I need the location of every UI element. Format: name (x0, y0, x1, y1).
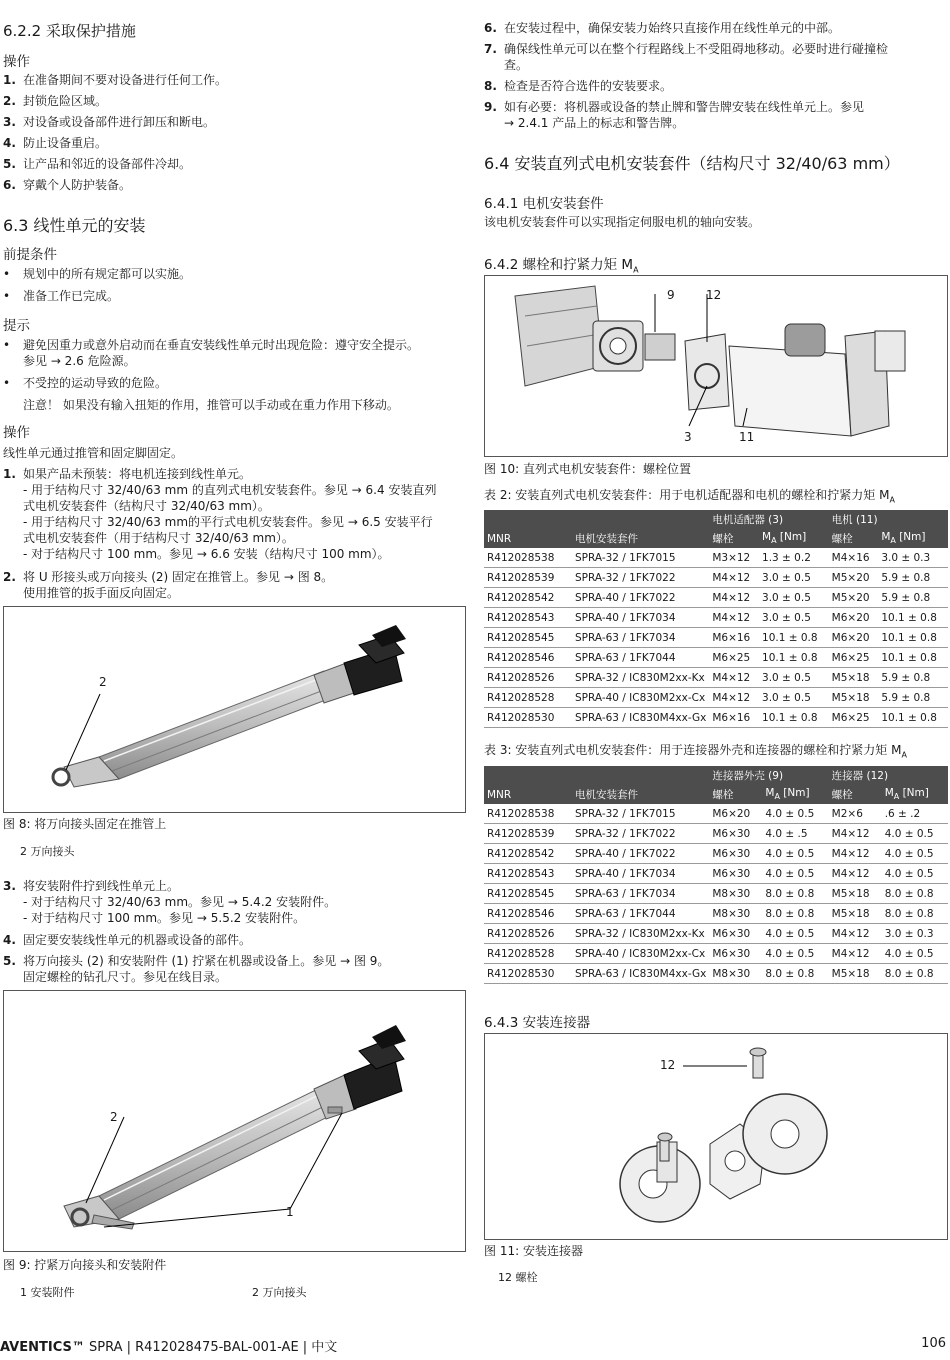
figure-10-callout-3: 3 (684, 430, 692, 444)
step-item (3, 114, 463, 135)
table-cell: M5×18 (831, 887, 870, 900)
prerequisite-item: 规划中的所有规定都可以实施。 (23, 267, 192, 281)
step-number: 2. (3, 94, 16, 108)
table-row (484, 588, 948, 608)
section-6-2-2-title: 6.2.2 采取保护措施 (3, 22, 136, 40)
column-header: 电机安装套件 (575, 789, 638, 801)
section-6-4-title: 6.4 安装直列式电机安装套件（结构尺寸 32/40/63 mm） (484, 154, 900, 173)
table-cell: 10.1 ± 0.8 (881, 611, 937, 624)
brand-name: AVENTICS™ (0, 1340, 85, 1355)
table-cell: 3.0 ± 0.3 (881, 551, 931, 564)
table-cell: M4×16 (831, 551, 870, 564)
step-item (484, 78, 950, 94)
step-5-text: 将万向接头 (2) 和安装附件 (1) 拧紧在机器或设备上。参见 → 图 9。 (23, 954, 390, 968)
hint-text: 避免因重力或意外启动而在垂直安装线性单元时出现危险：遵守安全提示。 (23, 338, 420, 352)
column-header: 螺栓 (831, 533, 853, 545)
table-cell: 3.0 ± 0.5 (762, 691, 811, 704)
column-header: $M_A$ [Nm] (762, 531, 807, 546)
table-row (484, 548, 948, 568)
motor-kit-exploded-illustration (485, 276, 947, 456)
table-cell: 4.0 ± 0.5 (884, 867, 934, 880)
column-header: $M_A$ [Nm] (881, 531, 926, 546)
step-item (484, 41, 950, 73)
table-cell: SPRA-63 / 1FK7034 (575, 631, 676, 644)
table-cell: M4×12 (712, 591, 751, 604)
operation-heading-2: 操作 (3, 425, 30, 441)
figure-8-image (3, 606, 466, 813)
section-6-4-3-title: 6.4.3 安装连接器 (484, 1015, 591, 1031)
table-cell: 1.3 ± 0.2 (762, 551, 811, 564)
table-cell: R412028530 (487, 711, 555, 724)
table-row (484, 608, 948, 628)
figure-11-image (484, 1033, 948, 1240)
column-header: $M_A$ [Nm] (765, 787, 810, 802)
table-cell: 4.0 ± 0.5 (765, 867, 815, 880)
table-cell: M6×20 (712, 807, 751, 820)
step-number: 8. (484, 79, 497, 93)
table-row (484, 648, 948, 668)
step-1-line: 式电机安装套件（结构尺寸 32/40/63 mm）。 (23, 499, 270, 513)
step-item (3, 93, 463, 114)
table-cell: M4×12 (712, 691, 751, 704)
table-cell: 4.0 ± 0.5 (765, 807, 815, 820)
table-cell: 4.0 ± 0.5 (884, 947, 934, 960)
prerequisites-list: • 规划中的所有规定都可以实施。 • 准备工作已完成。 (3, 267, 192, 303)
operation-intro: 线性单元通过推管和固定脚固定。 (3, 446, 184, 460)
table-cell: M6×20 (831, 611, 870, 624)
step-item (484, 99, 950, 131)
figure-11-callout-12: 12 (660, 1058, 676, 1072)
step-text-continued: → 2.4.1 产品上的标志和警告牌。 (504, 116, 685, 130)
table-row (484, 944, 948, 964)
figure-9-image (3, 990, 466, 1252)
table-cell: 10.1 ± 0.8 (762, 711, 818, 724)
step-text: 确保线性单元可以在整个行程路线上不受阻碍地移动。必要时进行碰撞检 (504, 42, 889, 56)
step-text: 检查是否符合选件的安装要求。 (504, 79, 673, 93)
table-3-caption-text: 表 3: 安装直列式电机安装套件：用于连接器外壳和连接器的螺栓和拧紧力矩 M (484, 743, 902, 757)
figure-10-caption: 图 10: 直列式电机安装套件：螺栓位置 (484, 462, 691, 476)
table-cell: 4.0 ± 0.5 (765, 927, 815, 940)
document-reference: SPRA | R412028475-BAL-001-AE | 中文 (84, 1340, 338, 1355)
table-cell: 3.0 ± 0.5 (762, 591, 811, 604)
table-cell: SPRA-40 / 1FK7022 (575, 591, 676, 604)
step-1-line: - 对于结构尺寸 100 mm。参见 → 6.6 安装（结构尺寸 100 mm）。 (23, 547, 390, 561)
column-group-header: 电机 (11) (831, 514, 878, 526)
table-cell: SPRA-40 / 1FK7034 (575, 867, 676, 880)
figure-9-callout-1: 1 (286, 1205, 294, 1219)
table-cell: 8.0 ± 0.8 (765, 887, 815, 900)
table-cell: M2×6 (831, 807, 863, 820)
table-cell: R412028538 (487, 807, 555, 820)
table-cell: SPRA-40 / 1FK7034 (575, 611, 676, 624)
step-text-continued: 查。 (504, 58, 529, 72)
table-row (484, 844, 948, 864)
table-cell: M6×30 (712, 827, 751, 840)
step-number: 3. (3, 115, 16, 129)
table-cell: 3.0 ± 0.3 (884, 927, 934, 940)
table-cell: R412028543 (487, 867, 555, 880)
step-2-subtext: 使用推管的扳手面反向固定。 (23, 586, 180, 600)
table-cell: M5×18 (831, 691, 870, 704)
table-row (484, 628, 948, 648)
table-cell: M6×16 (712, 631, 751, 644)
table-cell: M6×30 (712, 867, 751, 880)
table-cell: M6×30 (712, 847, 751, 860)
step-number: 6. (3, 178, 16, 192)
column-header: MNR (487, 532, 512, 545)
table-3 (484, 766, 948, 984)
column-header: 螺栓 (831, 789, 853, 801)
step-1-line: - 用于结构尺寸 32/40/63 mm的平行式电机安装套件。参见 → 6.5 安装平行 (23, 515, 433, 529)
table-cell: .6 ± .2 (884, 807, 921, 820)
table-cell: R412028542 (487, 847, 555, 860)
table-cell: SPRA-32 / IC830M2xx-Kx (575, 927, 705, 940)
table-cell: R412028545 (487, 887, 555, 900)
hint-note: 注意！ 如果没有输入扭矩的作用，推管可以手动或在重力作用下移动。 (23, 398, 399, 412)
table-cell: M4×12 (831, 867, 870, 880)
figure-10-callout-11: 11 (739, 430, 755, 444)
table-cell: SPRA-63 / IC830M4xx-Gx (575, 711, 707, 724)
table-cell: 5.9 ± 0.8 (881, 671, 931, 684)
table-cell: M5×18 (831, 907, 870, 920)
hint-heading: 提示 (3, 318, 30, 334)
table-cell: 3.0 ± 0.5 (762, 671, 811, 684)
subscript: A (633, 265, 639, 275)
table-row (484, 804, 948, 824)
table-cell: M6×30 (712, 947, 751, 960)
figure-10-image (484, 275, 948, 457)
table-cell: R412028530 (487, 967, 555, 980)
table-cell: SPRA-32 / 1FK7015 (575, 807, 676, 820)
step-item (484, 20, 950, 36)
table-cell: SPRA-32 / 1FK7022 (575, 827, 676, 840)
step-3-line: - 对于结构尺寸 32/40/63 mm。参见 → 5.4.2 安装附件。 (23, 895, 337, 909)
table-row (484, 904, 948, 924)
section-6-3-title: 6.3 线性单元的安装 (3, 216, 146, 235)
table-row (484, 568, 948, 588)
step-text: 对设备或设备部件进行卸压和断电。 (23, 115, 216, 129)
step-4: 4. 固定要安装线性单元的机器或设备的部件。 (3, 933, 252, 947)
step-1-line: 式电机安装套件（用于结构尺寸 32/40/63 mm）。 (23, 531, 294, 545)
step-number: 6. (484, 21, 497, 35)
column-group-header: 电机适配器 (3) (712, 514, 784, 526)
table-cell: SPRA-40 / IC830M2xx-Cx (575, 691, 706, 704)
table-cell: M8×30 (712, 887, 751, 900)
figure-10-callout-9: 9 (667, 288, 675, 302)
table-cell: 4.0 ± .5 (765, 827, 808, 840)
table-row (484, 708, 948, 728)
table-row (484, 964, 948, 984)
table-cell: R412028528 (487, 691, 555, 704)
table-row (484, 824, 948, 844)
column-group-header: 连接器外壳 (9) (712, 770, 784, 782)
table-cell: 8.0 ± 0.8 (884, 887, 934, 900)
page-footer (0, 1336, 950, 1355)
step-number: 9. (484, 100, 497, 114)
step-text: 在准备期间不要对设备进行任何工作。 (23, 73, 228, 87)
figure-8-caption: 图 8: 将万向接头固定在推管上 (3, 817, 167, 831)
table-cell: M8×30 (712, 967, 751, 980)
column-header: $M_A$ [Nm] (884, 787, 929, 802)
linear-unit-illustration (4, 607, 465, 812)
column-header: 电机安装套件 (575, 533, 638, 545)
step-5-subtext: 固定螺栓的钻孔尺寸。参见在线目录。 (23, 970, 228, 984)
table-cell: 4.0 ± 0.5 (765, 847, 815, 860)
step-item (3, 135, 463, 156)
step-number: 4. (3, 136, 16, 150)
step-text: 让产品和邻近的设备部件冷却。 (23, 157, 192, 171)
table-cell: M4×12 (712, 671, 751, 684)
column-header: 螺栓 (712, 789, 734, 801)
step-item (3, 177, 463, 198)
table-cell: R412028539 (487, 827, 555, 840)
figure-11-caption: 图 11: 安装连接器 (484, 1244, 583, 1258)
figure-9-caption: 图 9: 拧紧万向接头和安装附件 (3, 1258, 167, 1272)
table-cell: 5.9 ± 0.8 (881, 591, 931, 604)
table-2-caption-text: 表 2: 安装直列式电机安装套件：用于电机适配器和电机的螺栓和拧紧力矩 M (484, 488, 890, 502)
prerequisites-heading: 前提条件 (3, 247, 57, 263)
section-6-4-1-title: 6.4.1 电机安装套件 (484, 196, 604, 212)
table-cell: R412028539 (487, 571, 555, 584)
table-cell: M5×18 (831, 671, 870, 684)
section-6-4-2-title (484, 253, 639, 275)
step-item (3, 156, 463, 177)
table-cell: 10.1 ± 0.8 (881, 651, 937, 664)
table-cell: R412028546 (487, 651, 555, 664)
table-cell: 8.0 ± 0.8 (884, 967, 934, 980)
section-6-4-2-title-text: 6.4.2 螺栓和拧紧力矩 M (484, 257, 634, 273)
table-cell: M6×20 (831, 631, 870, 644)
figure-8-legend: 2 万向接头 (20, 845, 75, 858)
step-3-line: - 对于结构尺寸 100 mm。参见 → 5.5.2 安装附件。 (23, 911, 306, 925)
column-header: 螺栓 (712, 533, 734, 545)
table-2-caption: 表 2: 安装直列式电机安装套件：用于电机适配器和电机的螺栓和拧紧力矩 $M_A$ (484, 488, 895, 505)
table-row (484, 924, 948, 944)
table-row (484, 688, 948, 708)
table-cell: 4.0 ± 0.5 (884, 847, 934, 860)
step-item (3, 72, 463, 93)
step-4-text: 固定要安装线性单元的机器或设备的部件。 (23, 933, 252, 947)
step-1-text: 如果产品未预装：将电机连接到线性单元。 (23, 467, 252, 481)
table-row (484, 884, 948, 904)
table-cell: 10.1 ± 0.8 (762, 631, 818, 644)
step-number: 7. (484, 42, 497, 56)
table-cell: M6×30 (712, 927, 751, 940)
table-cell: SPRA-40 / 1FK7022 (575, 847, 676, 860)
step-5: 5. 将万向接头 (2) 和安装附件 (1) 拧紧在机器或设备上。参见 → 图 9。 固定螺栓的钻孔尺寸。参见在线目录。 (3, 953, 465, 985)
step-number: 1. (3, 73, 16, 87)
table-cell: 3.0 ± 0.5 (762, 571, 811, 584)
table-row (484, 668, 948, 688)
figure-9-legend-2: 2 万向接头 (252, 1286, 307, 1299)
table-cell: 3.0 ± 0.5 (762, 611, 811, 624)
table-cell: M6×25 (831, 651, 870, 664)
table-cell: M4×12 (831, 927, 870, 940)
table-cell: R412028542 (487, 591, 555, 604)
table-cell: R412028526 (487, 671, 555, 684)
page-number: 106 (921, 1336, 946, 1351)
prerequisite-item: 准备工作已完成。 (23, 289, 120, 303)
step-list-protection (3, 72, 463, 198)
hint-text: 不受控的运动导致的危险。 (23, 376, 168, 390)
step-3: 3. 将安装附件拧到线性单元上。 - 对于结构尺寸 32/40/63 mm。参见 → 5.4.2 安装附件。 - 对于结构尺寸 100 mm。参见 → 5.5.2 安装附件。 (3, 878, 465, 926)
step-1: 1. 如果产品未预装：将电机连接到线性单元。 - 用于结构尺寸 32/40/63 mm 的直列式电机安装套件。参见 → 6.4 安装直列 式电机安装套件（结构尺寸 32/40/63 mm）。 - 用于结构尺寸 32/40/63 mm的平行式电机安装套件。参见 → 6.5 安装平行 式电机安装套件（用于结构尺寸 32/40/63 mm）。 - 对于结构尺寸 100 mm。参见 → 6.6 安装（结构尺寸 100 mm）。 (3, 466, 465, 562)
table-2 (484, 510, 948, 728)
table-cell: R412028528 (487, 947, 555, 960)
table-cell: 5.9 ± 0.8 (881, 691, 931, 704)
table-cell: M8×30 (712, 907, 751, 920)
table-cell: M4×12 (831, 947, 870, 960)
table-cell: M6×16 (712, 711, 751, 724)
table-cell: SPRA-32 / 1FK7022 (575, 571, 676, 584)
table-cell: SPRA-63 / 1FK7044 (575, 907, 676, 920)
figure-8-callout-2: 2 (99, 675, 107, 689)
step-text: 防止设备重启。 (23, 136, 108, 150)
table-cell: 10.1 ± 0.8 (881, 631, 937, 644)
figure-9-callout-2: 2 (110, 1110, 118, 1124)
table-cell: R412028545 (487, 631, 555, 644)
step-2-text: 将 U 形接头或万向接头 (2) 固定在推管上。参见 → 图 8。 (23, 570, 334, 584)
table-cell: 8.0 ± 0.8 (765, 967, 815, 980)
table-row (484, 864, 948, 884)
table-cell: SPRA-63 / 1FK7044 (575, 651, 676, 664)
table-cell: M4×12 (831, 827, 870, 840)
step-text: 在安装过程中，确保安装力始终只直接作用在线性单元的中部。 (504, 21, 841, 35)
step-text: 封锁危险区域。 (23, 94, 108, 108)
table-cell: 10.1 ± 0.8 (881, 711, 937, 724)
figure-11-legend: 12 螺栓 (498, 1271, 538, 1284)
table-cell: M4×12 (712, 611, 751, 624)
table-cell: SPRA-63 / 1FK7034 (575, 887, 676, 900)
table-cell: 8.0 ± 0.8 (884, 907, 934, 920)
figure-10-callout-12: 12 (706, 288, 722, 302)
hint-list: • 避免因重力或意外启动而在垂直安装线性单元时出现危险：遵守安全提示。 参见 → 2.6 危险源。 • 不受控的运动导致的危险。 注意！ 如果没有输入扭矩的作用，推管可以手动或在重力作用下移动。 (3, 337, 465, 413)
table-cell: M6×25 (831, 711, 870, 724)
table-cell: SPRA-40 / IC830M2xx-Cx (575, 947, 706, 960)
table-cell: M4×12 (712, 571, 751, 584)
table-cell: R412028538 (487, 551, 555, 564)
hint-reference: 参见 → 2.6 危险源。 (23, 354, 136, 368)
step-2: 2. 将 U 形接头或万向接头 (2) 固定在推管上。参见 → 图 8。 使用推管的扳手面反向固定。 (3, 569, 465, 601)
step-3-text: 将安装附件拧到线性单元上。 (23, 879, 180, 893)
step-1-line: - 用于结构尺寸 32/40/63 mm 的直列式电机安装套件。参见 → 6.4 安装直列 (23, 483, 437, 497)
table-cell: 5.9 ± 0.8 (881, 571, 931, 584)
step-text: 如有必要：将机器或设备的禁止牌和警告牌安装在线性单元上。参见 (504, 100, 865, 114)
table-cell: SPRA-32 / 1FK7015 (575, 551, 676, 564)
table-3-caption: 表 3: 安装直列式电机安装套件：用于连接器外壳和连接器的螺栓和拧紧力矩 $M_A$ (484, 743, 907, 760)
table-cell: 4.0 ± 0.5 (765, 947, 815, 960)
figure-9-legend-1: 1 安装附件 (20, 1286, 75, 1299)
table-cell: 10.1 ± 0.8 (762, 651, 818, 664)
table-cell: M5×20 (831, 571, 870, 584)
step-list-continued (484, 20, 950, 136)
connector-exploded-illustration (485, 1034, 947, 1239)
table-cell: SPRA-63 / IC830M4xx-Gx (575, 967, 707, 980)
operation-heading: 操作 (3, 54, 30, 70)
column-group-header: 连接器 (12) (831, 770, 889, 782)
table-cell: R412028526 (487, 927, 555, 940)
table-cell: 4.0 ± 0.5 (884, 827, 934, 840)
table-cell: R412028543 (487, 611, 555, 624)
table-cell: 8.0 ± 0.8 (765, 907, 815, 920)
table-cell: M5×18 (831, 967, 870, 980)
step-text: 穿戴个人防护装备。 (23, 178, 132, 192)
step-number: 5. (3, 157, 16, 171)
section-6-4-1-text: 该电机安装套件可以实现指定伺服电机的轴向安装。 (484, 215, 761, 229)
table-cell: M5×20 (831, 591, 870, 604)
table-cell: M3×12 (712, 551, 751, 564)
column-header: MNR (487, 788, 512, 801)
table-cell: M4×12 (831, 847, 870, 860)
table-cell: M6×25 (712, 651, 751, 664)
table-cell: SPRA-32 / IC830M2xx-Kx (575, 671, 705, 684)
table-cell: R412028546 (487, 907, 555, 920)
linear-unit-mounted-illustration (4, 991, 465, 1251)
